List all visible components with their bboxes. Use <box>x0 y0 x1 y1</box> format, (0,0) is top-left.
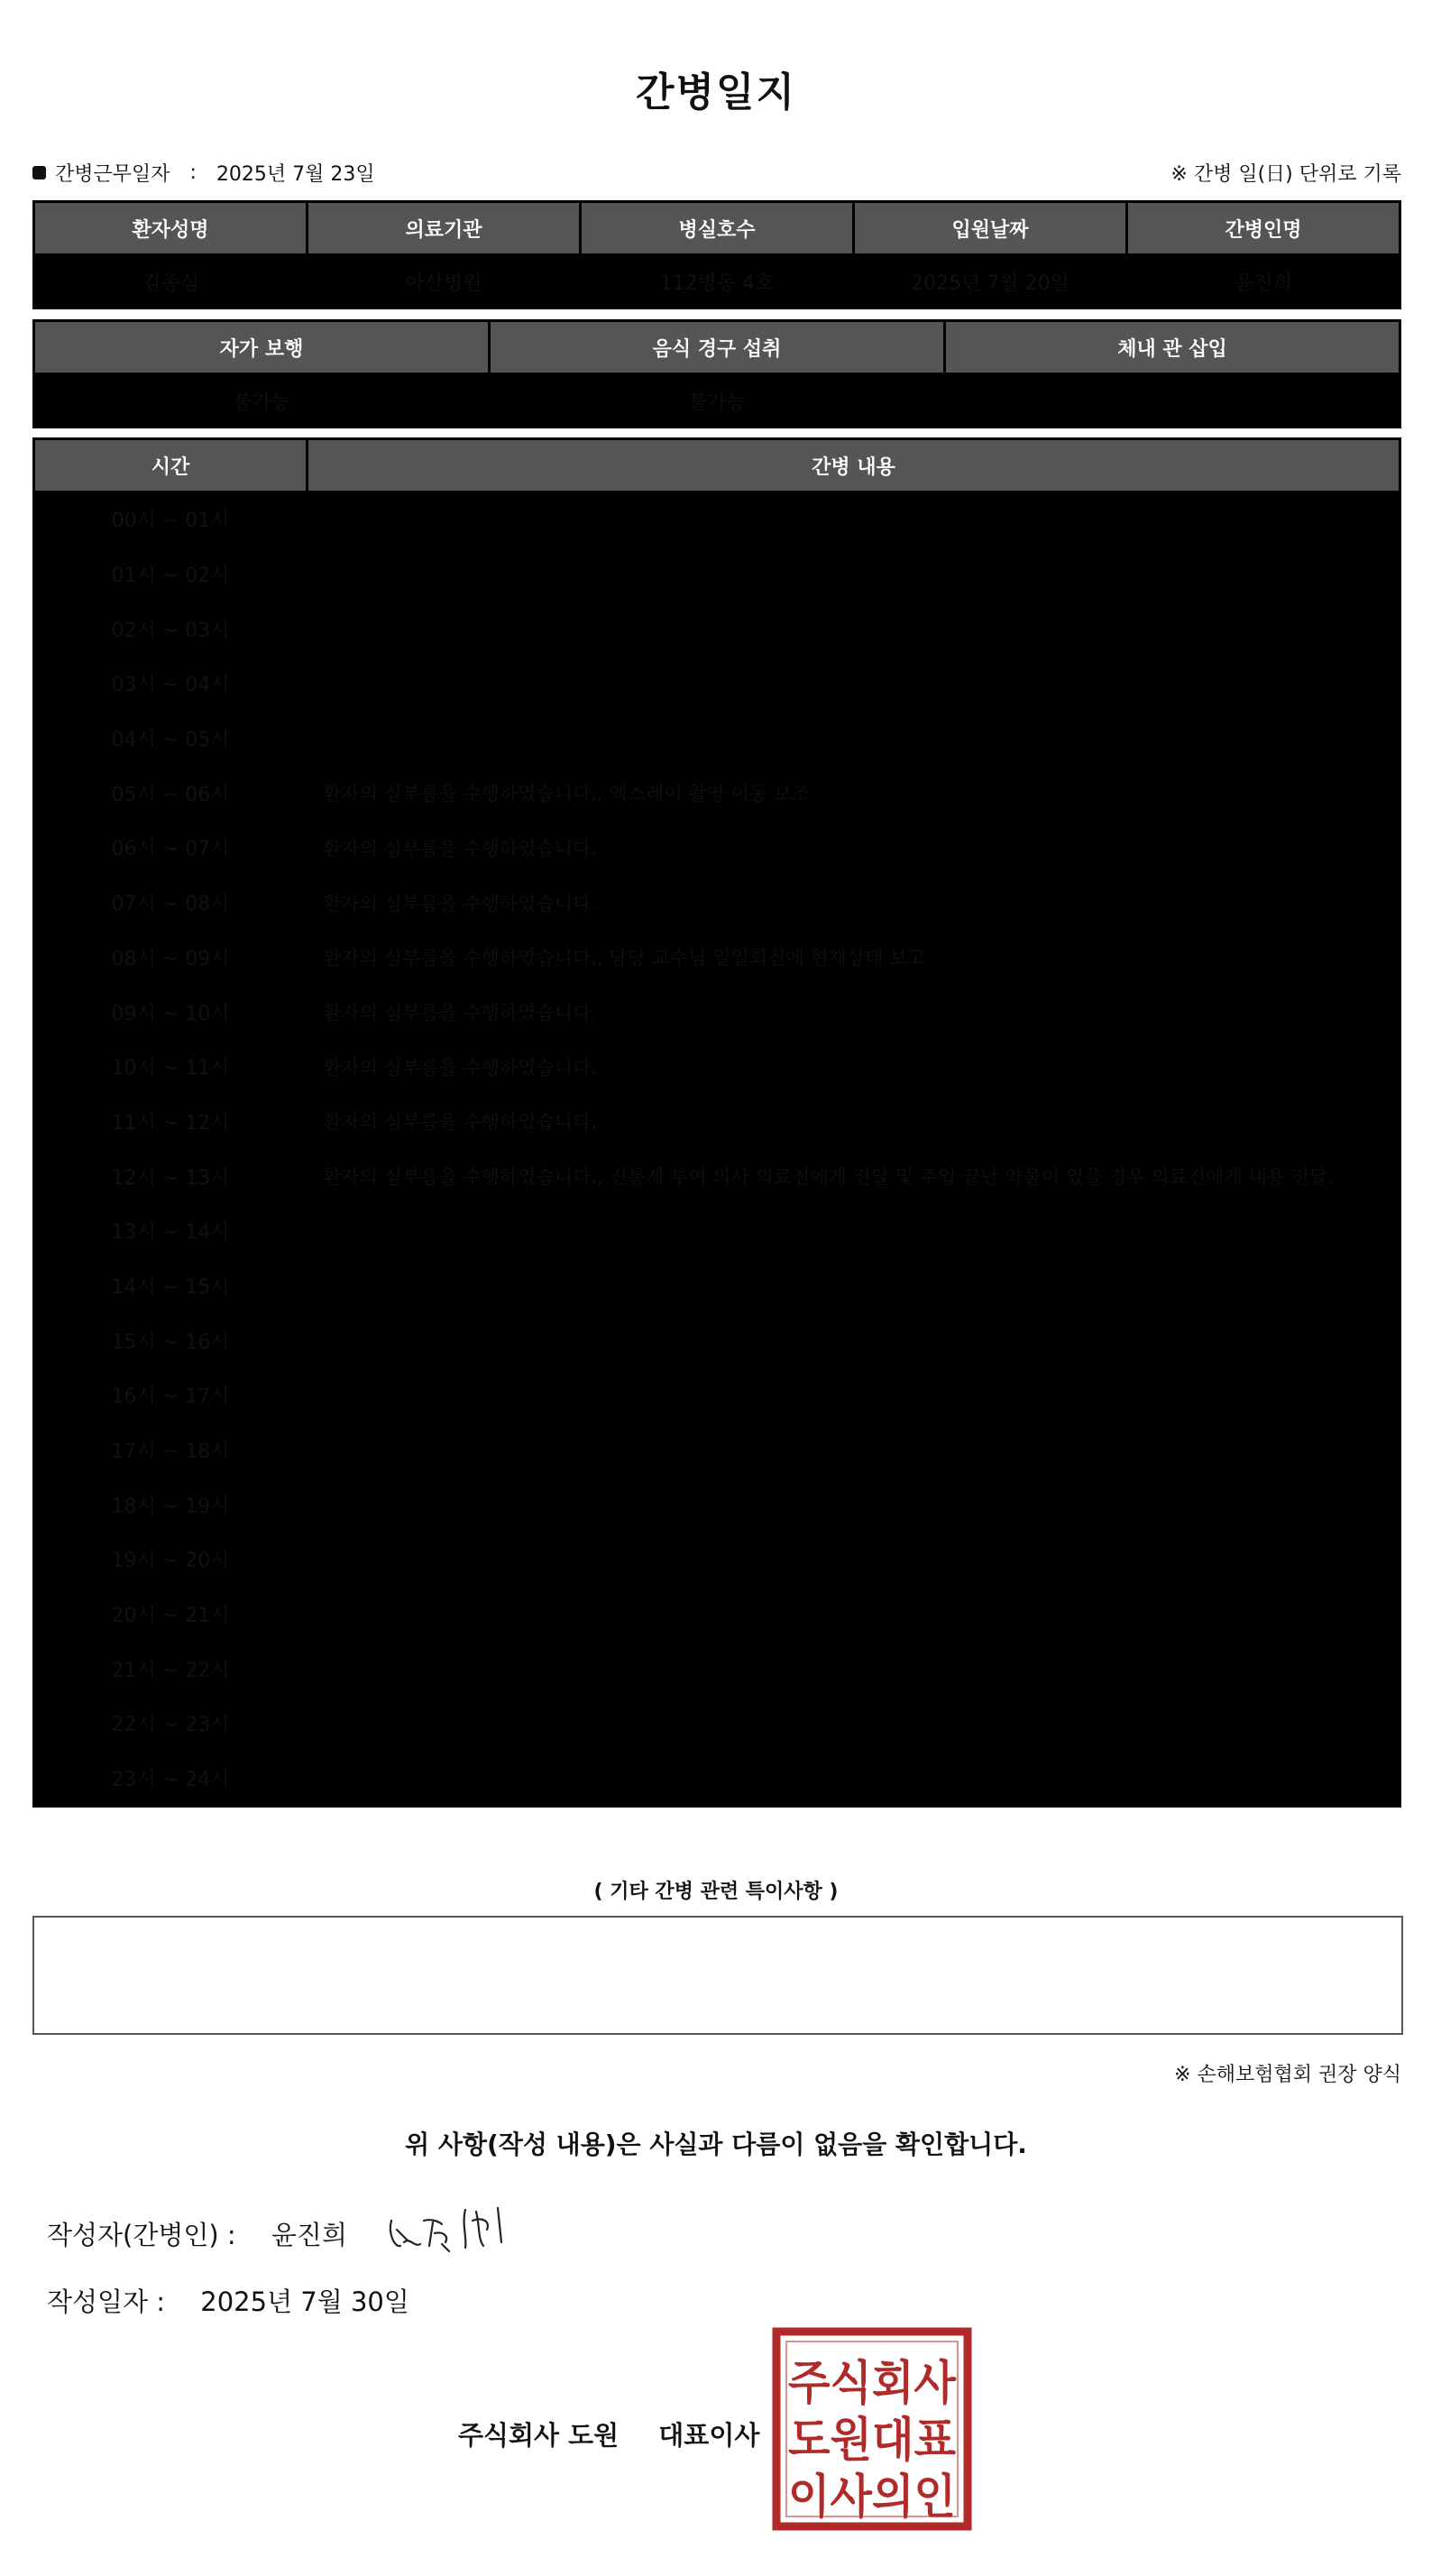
company-title: 대표이사 <box>658 2420 760 2451</box>
bullet-square-icon <box>32 166 46 179</box>
log-row <box>35 1205 1399 1257</box>
log-row <box>35 1533 1399 1586</box>
log-time: 20시 ~ 21시 <box>111 1605 230 1628</box>
log-content <box>308 1314 1399 1366</box>
written-date-row <box>47 2282 409 2319</box>
header-oral-intake: 음식 경구 섭취 <box>491 322 943 373</box>
patient-status-table <box>32 319 1401 428</box>
log-time: 13시 ~ 14시 <box>111 1221 230 1245</box>
header-admission-date: 입원날짜 <box>855 203 1125 253</box>
log-content <box>308 1369 1399 1421</box>
log-time: 04시 ~ 05시 <box>111 729 230 752</box>
work-date-colon: : <box>189 161 197 184</box>
confirm-statement: 위 사항(작성 내용)은 사실과 다름이 없음을 확인합니다. <box>405 2130 1027 2159</box>
company-name: 주식회사 도원 <box>458 2420 620 2451</box>
header-room: 병실호수 <box>582 203 852 253</box>
patient-info-table <box>32 200 1401 309</box>
writer-name: 윤진희 <box>271 2220 347 2250</box>
unit-note: ※ 간병 일(日) 단위로 기록 <box>1170 163 1401 186</box>
log-row <box>35 1588 1399 1641</box>
self-walking: 불가능 <box>233 391 290 414</box>
log-row <box>35 1478 1399 1531</box>
log-time: 21시 ~ 22시 <box>111 1659 230 1682</box>
log-row <box>35 822 1399 874</box>
patient-name: 김종심 <box>142 271 199 295</box>
log-row <box>35 1424 1399 1477</box>
log-row <box>35 548 1399 601</box>
log-time: 22시 ~ 23시 <box>111 1714 230 1737</box>
log-time: 19시 ~ 20시 <box>111 1550 230 1573</box>
log-time: 15시 ~ 16시 <box>111 1330 230 1354</box>
log-row <box>35 767 1399 819</box>
log-row <box>35 932 1399 984</box>
header-hospital: 의료기관 <box>308 203 579 253</box>
log-content <box>308 493 1399 546</box>
log-row <box>35 877 1399 929</box>
log-row <box>35 1096 1399 1148</box>
work-date-row <box>32 159 1401 186</box>
header-time: 시간 <box>35 440 306 491</box>
log-time: 10시 ~ 11시 <box>111 1057 230 1081</box>
log-time: 17시 ~ 18시 <box>111 1440 230 1464</box>
tube-insertion <box>946 375 1399 426</box>
log-content <box>308 1753 1399 1805</box>
log-content <box>308 1260 1399 1312</box>
log-time: 02시 ~ 03시 <box>111 619 230 642</box>
work-date-value: 2025년 7월 23일 <box>216 163 375 186</box>
company-row <box>458 2415 759 2452</box>
log-content <box>308 1424 1399 1477</box>
log-content: 환자의 심부름을 수행하였습니다. <box>323 1002 598 1025</box>
header-patient-name: 환자성명 <box>35 203 306 253</box>
log-time: 06시 ~ 07시 <box>111 838 230 861</box>
log-content: 환자의 심부름을 수행하였습니다. <box>323 1056 598 1079</box>
handwritten-signature <box>379 2194 523 2266</box>
log-time: 11시 ~ 12시 <box>111 1111 230 1135</box>
seal-line-1: 주식회사 <box>788 2357 957 2411</box>
document-title: 간병일지 <box>635 69 796 115</box>
log-content: 환자의 심부름을 수행하였습니다., 엑스레이 촬영 이동 보조 <box>323 783 811 805</box>
work-date-label: 간병근무일자 <box>55 163 170 186</box>
log-row <box>35 1150 1399 1202</box>
log-content <box>308 1697 1399 1750</box>
log-content: 환자의 심부름을 수행하였습니다. <box>323 892 598 915</box>
log-row <box>35 1642 1399 1695</box>
log-row <box>35 1260 1399 1312</box>
seal-line-2: 도원대표 <box>788 2414 956 2468</box>
company-seal-stamp <box>772 2327 972 2531</box>
log-row <box>35 986 1399 1038</box>
log-time: 01시 ~ 02시 <box>111 565 230 588</box>
log-content <box>308 1205 1399 1257</box>
log-time: 18시 ~ 19시 <box>111 1495 230 1518</box>
header-caregiver-name: 간병인명 <box>1128 203 1399 253</box>
log-time: 03시 ~ 04시 <box>111 674 230 697</box>
log-time: 07시 ~ 08시 <box>111 893 230 916</box>
log-time: 05시 ~ 06시 <box>111 783 230 806</box>
care-log-table <box>32 437 1401 1808</box>
log-row <box>35 1369 1399 1421</box>
log-row <box>35 658 1399 710</box>
log-content <box>308 548 1399 601</box>
log-time: 09시 ~ 10시 <box>111 1002 230 1026</box>
header-tube-insertion: 체내 관 삽입 <box>946 322 1399 373</box>
caregiver-name: 윤진희 <box>1235 271 1292 295</box>
form-note: ※ 손해보험협회 권장 양식 <box>1174 2064 1401 2086</box>
log-content <box>308 713 1399 765</box>
log-time: 12시 ~ 13시 <box>111 1166 230 1190</box>
header-care-content: 간병 내용 <box>308 440 1399 491</box>
writer-label: 작성자(간병인) : <box>47 2220 236 2250</box>
log-content: 환자의 심부름을 수행하였습니다., 진통제 투여 의사 의료진에게 전달 및 주입 끝난 약물이 있을 경우 의료진에게 내용 전달. <box>323 1166 1334 1189</box>
log-content <box>308 1642 1399 1695</box>
log-time: 00시 ~ 01시 <box>111 510 230 533</box>
log-row <box>35 1314 1399 1366</box>
log-time: 08시 ~ 09시 <box>111 947 230 971</box>
log-time: 14시 ~ 15시 <box>111 1275 230 1299</box>
written-date-value: 2025년 7월 30일 <box>200 2286 409 2317</box>
log-time: 16시 ~ 17시 <box>111 1385 230 1409</box>
oral-intake: 불가능 <box>688 391 746 414</box>
log-row <box>35 713 1399 765</box>
written-date-label: 작성일자 : <box>47 2286 166 2317</box>
special-notes-box <box>32 1916 1403 2035</box>
log-content: 환자의 심부름을 수행하였습니다. <box>323 837 598 860</box>
log-content: 환자의 심부름을 수행하였습니다., 담당 교수님 일일회진에 현재상태 보고 <box>323 947 926 970</box>
hospital: 아산병원 <box>405 271 482 295</box>
log-time: 23시 ~ 24시 <box>111 1769 230 1792</box>
log-content <box>308 1478 1399 1531</box>
log-row <box>35 1041 1399 1093</box>
admission-date: 2025년 7월 20일 <box>911 271 1069 295</box>
log-row <box>35 603 1399 655</box>
log-row <box>35 493 1399 546</box>
log-row <box>35 1753 1399 1805</box>
writer-row <box>47 2215 347 2252</box>
log-row <box>35 1697 1399 1750</box>
log-content <box>308 603 1399 655</box>
header-self-walking: 자가 보행 <box>35 322 488 373</box>
room: 112병동 4호 <box>659 271 775 295</box>
special-notes-title: ( 기타 간병 관련 특이사항 ) <box>593 1881 839 1903</box>
log-content <box>308 1588 1399 1641</box>
log-content: 환자의 심부름을 수행하였습니다. <box>323 1111 598 1134</box>
log-content <box>308 1533 1399 1586</box>
seal-line-3: 이사의인 <box>788 2470 956 2525</box>
log-content <box>308 658 1399 710</box>
